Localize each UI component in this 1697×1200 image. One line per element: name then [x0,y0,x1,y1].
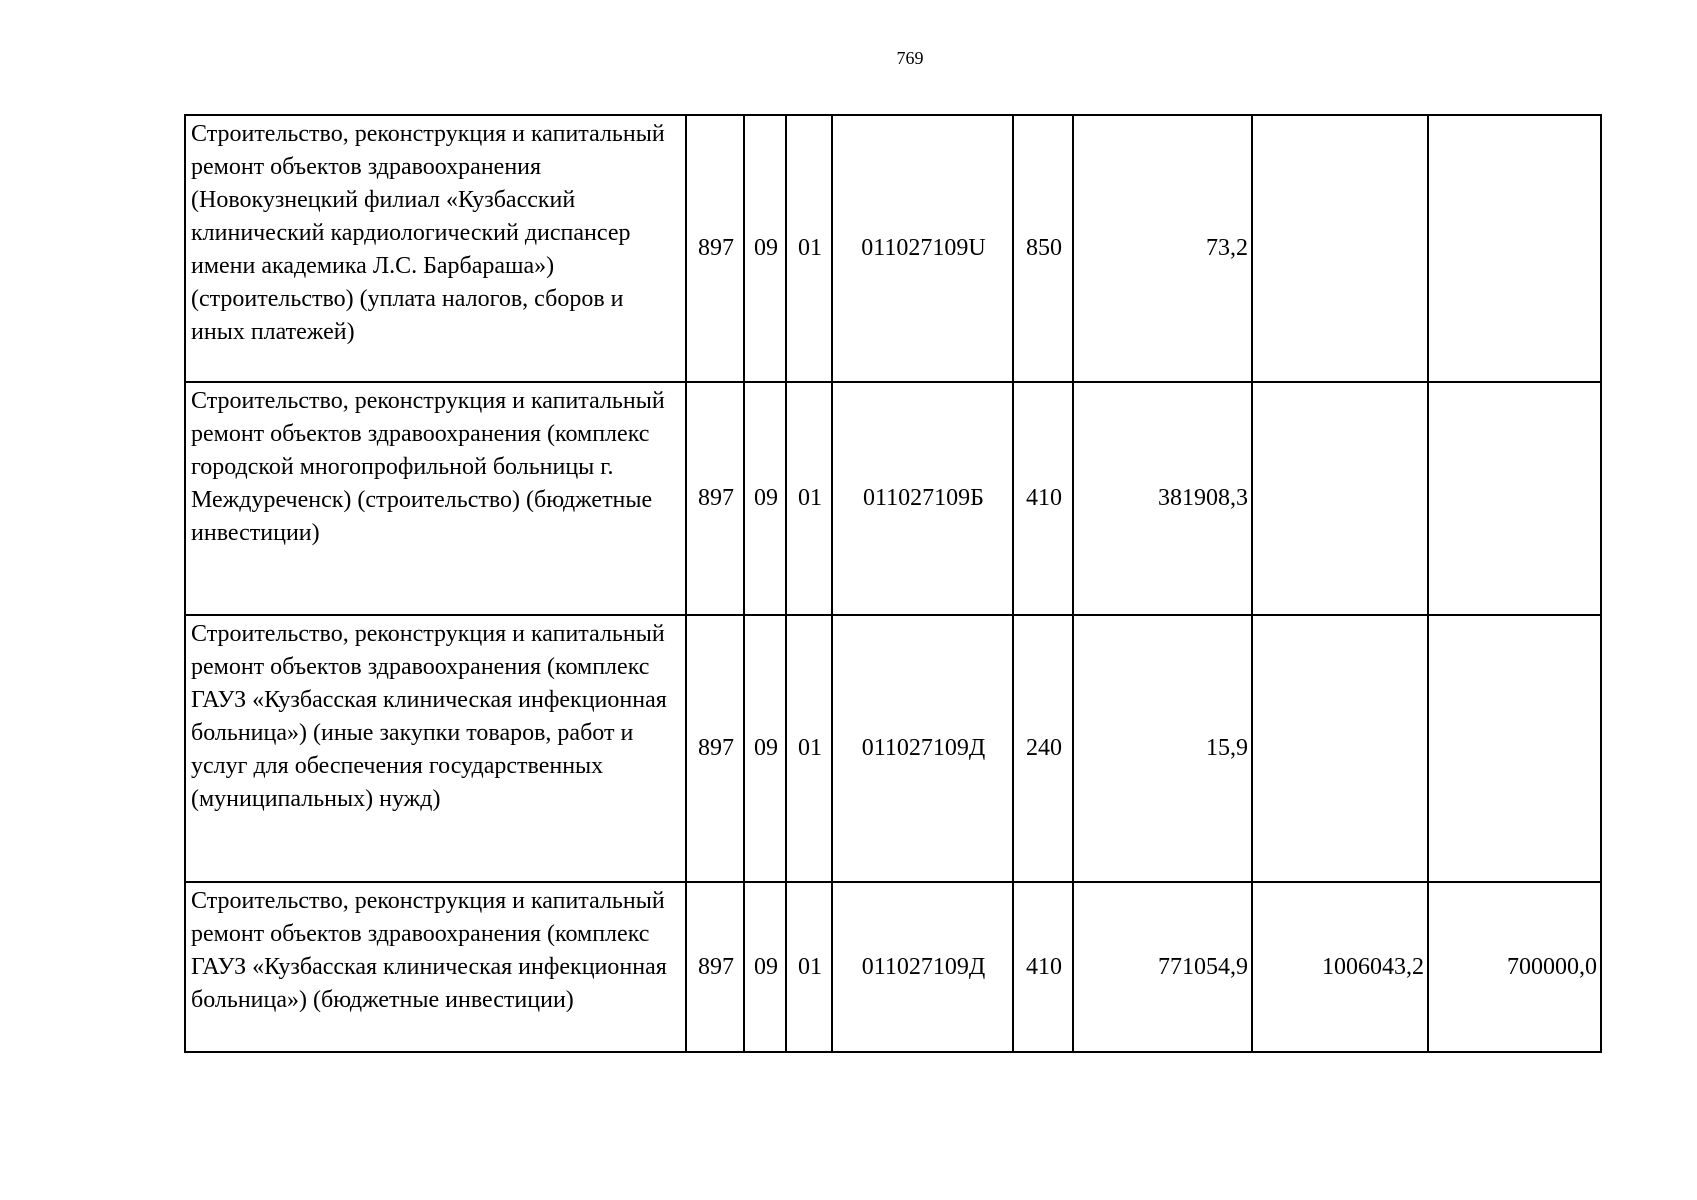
description-cell: Строительство, реконструкция и капитальный ремонт объектов здравоохранения (комплекс городской многопрофильной больницы г. Междуреченск) (строительство) (бюджетные инвестиции) [185,382,686,615]
description-cell: Строительство, реконструкция и капитальный ремонт объектов здравоохранения (комплекс ГАУЗ «Кузбасская клиническая инфекционная больница») (иные закупки товаров, работ и услуг для обеспечения государственных (муниципальных) нужд) [185,615,686,882]
amount-2-cell [1252,615,1428,882]
target-article-cell: 011027109Б [832,382,1013,615]
page-number: 769 [896,48,924,68]
section-code-cell: 09 [744,382,786,615]
expense-type-cell: 850 [1013,115,1073,382]
ministry-code-cell: 897 [686,615,744,882]
amount-3-cell [1428,615,1601,882]
amount-2-cell [1252,115,1428,382]
expense-type-cell: 410 [1013,882,1073,1052]
amount-1-cell: 73,2 [1073,115,1252,382]
amount-1-cell: 15,9 [1073,615,1252,882]
ministry-code-cell: 897 [686,115,744,382]
table-row [185,382,1601,615]
amount-3-cell: 700000,0 [1428,882,1601,1052]
target-article-cell: 011027109Д [832,615,1013,882]
table-row [185,615,1601,882]
amount-1-cell: 381908,3 [1073,382,1252,615]
expense-type-cell: 240 [1013,615,1073,882]
subsection-code-cell: 01 [786,115,832,382]
expense-type-cell: 410 [1013,382,1073,615]
target-article-cell: 011027109Д [832,882,1013,1052]
amount-3-cell [1428,382,1601,615]
section-code-cell: 09 [744,115,786,382]
section-code-cell: 09 [744,615,786,882]
table-row [185,882,1601,1052]
description-cell: Строительство, реконструкция и капитальный ремонт объектов здравоохранения (Новокузнецкий филиал «Кузбасский клинический кардиологический диспансер имени академика Л.С. Барбараша») (строительство) (уплата налогов, сборов и иных платежей) [185,115,686,382]
subsection-code-cell: 01 [786,615,832,882]
subsection-code-cell: 01 [786,882,832,1052]
amount-2-cell [1252,382,1428,615]
amount-2-cell: 1006043,2 [1252,882,1428,1052]
ministry-code-cell: 897 [686,882,744,1052]
description-cell: Строительство, реконструкция и капитальный ремонт объектов здравоохранения (комплекс ГАУЗ «Кузбасская клиническая инфекционная больница») (бюджетные инвестиции) [185,882,686,1052]
target-article-cell: 011027109U [832,115,1013,382]
budget-table [184,114,1602,1053]
ministry-code-cell: 897 [686,382,744,615]
amount-1-cell: 771054,9 [1073,882,1252,1052]
subsection-code-cell: 01 [786,382,832,615]
section-code-cell: 09 [744,882,786,1052]
table-row [185,115,1601,382]
amount-3-cell [1428,115,1601,382]
